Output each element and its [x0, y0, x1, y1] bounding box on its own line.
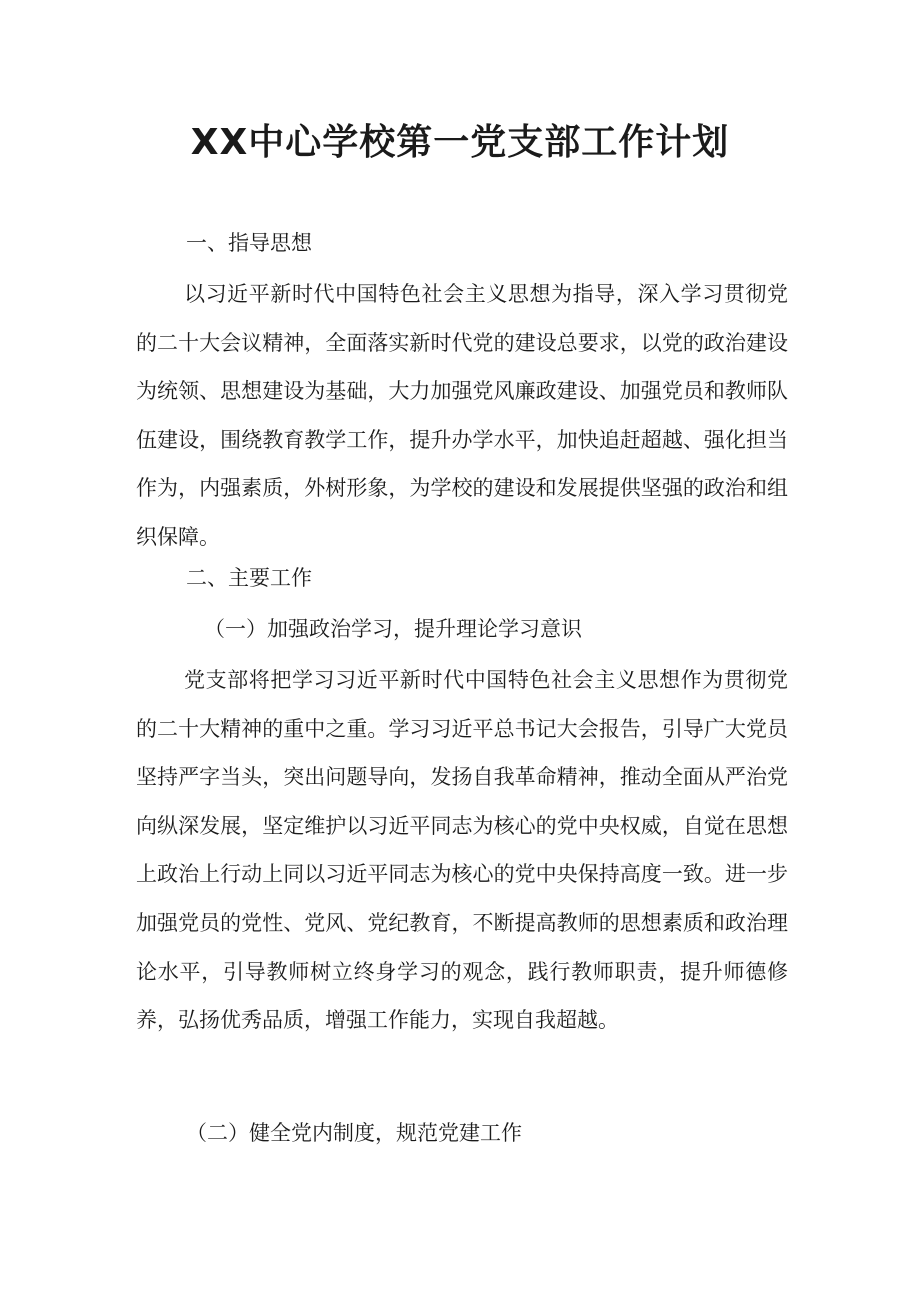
subsection-heading-political-study: （一）加强政治学习，提升理论学习意识: [204, 617, 582, 641]
document-title: XX中心学校第一党支部工作计划: [190, 122, 730, 163]
paragraph-political-study: 党支部将把学习习近平新时代中国特色社会主义思想作为贯彻党的二十大精神的重中之重。学习习近平总书记大会报告，引导广大党员坚持严字当头，突出问题导向，发扬自我革命精神，推动全面从严治党向纵深发展，坚定维护以习近平同志为核心的党中央权威，自觉在思想上政治上行动上同以习近平同志为核心的党中央保持高度一致。进一步加强党员的党性、党风、党纪教育，不断提高教师的思想素质和政治理论水平，引导教师树立终身学习的观念，践行教师职责，提升师德修养，弘扬优秀品质，增强工作能力，实现自我超越。: [136, 668, 788, 1033]
section-heading-main-work: 二、主要工作: [186, 566, 312, 590]
paragraph-guiding-ideology: 以习近平新时代中国特色社会主义思想为指导，深入学习贯彻党的二十大会议精神，全面落实新时代党的建设总要求，以党的政治建设为统领、思想建设为基础，大力加强党风廉政建设、加强党员和教师队伍建设，围绕教育教学工作，提升办学水平，加快追赶超越、强化担当作为，内强素质，外树形象，为学校的建设和发展提供坚强的政治和组织保障。: [136, 282, 788, 549]
section-heading-guiding-ideology: 一、指导思想: [186, 231, 312, 255]
subsection-heading-party-system: （二）健全党内制度，规范党建工作: [186, 1121, 522, 1145]
